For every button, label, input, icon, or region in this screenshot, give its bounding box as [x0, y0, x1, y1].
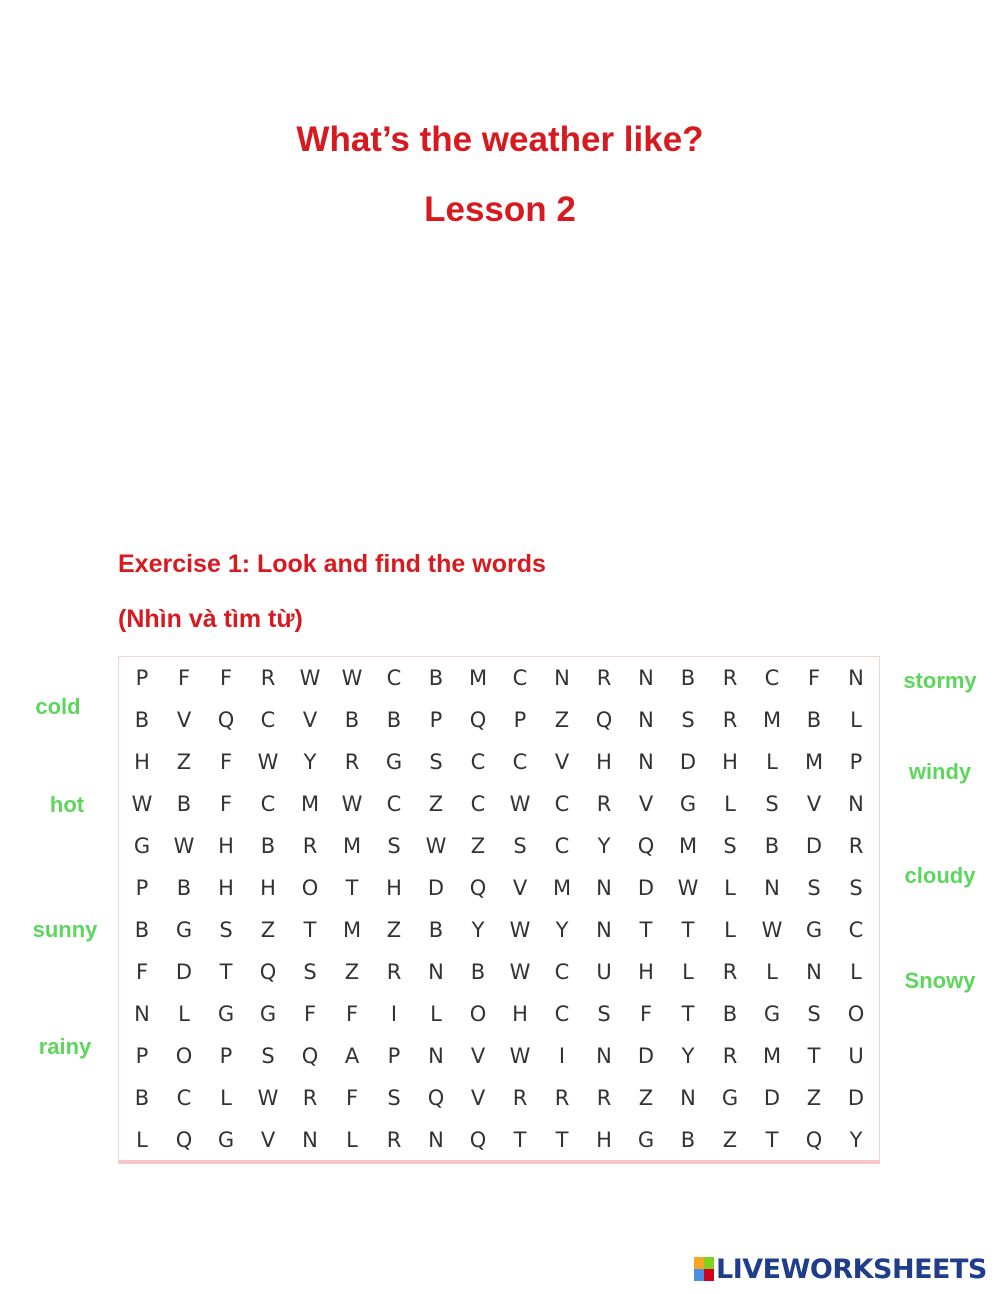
- grid-letter[interactable]: N: [554, 666, 570, 690]
- grid-letter[interactable]: P: [135, 876, 149, 900]
- grid-letter[interactable]: S: [681, 708, 695, 732]
- grid-letter[interactable]: Q: [595, 708, 613, 732]
- grid-letter[interactable]: Z: [428, 792, 444, 816]
- grid-letter[interactable]: F: [303, 1002, 317, 1026]
- logo-mark-square: [694, 1257, 704, 1269]
- grid-letter[interactable]: F: [345, 1086, 359, 1110]
- grid-letter[interactable]: F: [219, 666, 233, 690]
- grid-letter[interactable]: S: [597, 1002, 611, 1026]
- grid-letter[interactable]: O: [847, 1002, 865, 1026]
- grid-letter[interactable]: D: [847, 1086, 865, 1110]
- grid-letter[interactable]: T: [303, 918, 317, 942]
- grid-letter[interactable]: P: [135, 666, 149, 690]
- grid-letter[interactable]: S: [387, 834, 401, 858]
- grid-letter[interactable]: P: [387, 1044, 401, 1068]
- grid-letter[interactable]: T: [219, 960, 233, 984]
- grid-letter[interactable]: N: [596, 918, 612, 942]
- grid-letter[interactable]: F: [345, 1002, 359, 1026]
- grid-row: [119, 783, 875, 825]
- grid-letter[interactable]: R: [344, 750, 360, 774]
- grid-letter[interactable]: I: [558, 1044, 566, 1068]
- grid-letter[interactable]: F: [807, 666, 821, 690]
- grid-letter[interactable]: R: [596, 666, 612, 690]
- grid-letter[interactable]: B: [260, 834, 276, 858]
- grid-letter[interactable]: C: [554, 834, 570, 858]
- grid-letter[interactable]: S: [807, 876, 821, 900]
- grid-letter[interactable]: G: [217, 1002, 235, 1026]
- grid-letter[interactable]: P: [849, 750, 863, 774]
- grid-row: [119, 951, 875, 993]
- grid-letter[interactable]: C: [554, 1002, 570, 1026]
- grid-letter[interactable]: C: [554, 960, 570, 984]
- grid-letter[interactable]: M: [300, 792, 320, 816]
- lesson-title: Lesson 2: [424, 190, 576, 229]
- grid-letter[interactable]: L: [136, 1128, 148, 1152]
- grid-letter[interactable]: T: [639, 918, 653, 942]
- grid-letter[interactable]: T: [681, 1002, 695, 1026]
- grid-letter[interactable]: W: [257, 1086, 279, 1110]
- grid-letter[interactable]: N: [596, 876, 612, 900]
- grid-letter[interactable]: R: [554, 1086, 570, 1110]
- grid-letter[interactable]: W: [341, 792, 363, 816]
- grid-letter[interactable]: W: [131, 792, 153, 816]
- grid-letter[interactable]: G: [133, 834, 151, 858]
- grid-letter[interactable]: L: [724, 876, 736, 900]
- grid-letter[interactable]: L: [682, 960, 694, 984]
- grid-letter[interactable]: H: [596, 750, 612, 774]
- grid-letter[interactable]: L: [724, 792, 736, 816]
- grid-letter[interactable]: R: [512, 1086, 528, 1110]
- grid-letter[interactable]: M: [762, 1044, 782, 1068]
- grid-letter[interactable]: C: [554, 792, 570, 816]
- grid-letter[interactable]: S: [513, 834, 527, 858]
- grid-letter[interactable]: N: [848, 792, 864, 816]
- grid-letter[interactable]: Q: [175, 1128, 193, 1152]
- grid-row: [119, 699, 875, 741]
- grid-letter[interactable]: B: [386, 708, 402, 732]
- grid-letter[interactable]: B: [176, 792, 192, 816]
- grid-letter[interactable]: G: [385, 750, 403, 774]
- word-cold: cold: [35, 694, 81, 719]
- grid-letter[interactable]: S: [387, 1086, 401, 1110]
- grid-letter[interactable]: Q: [301, 1044, 319, 1068]
- grid-letter[interactable]: L: [724, 918, 736, 942]
- grid-letter[interactable]: L: [430, 1002, 442, 1026]
- grid-letter[interactable]: C: [386, 666, 402, 690]
- grid-letter[interactable]: S: [303, 960, 317, 984]
- grid-letter[interactable]: V: [302, 708, 318, 732]
- grid-letter[interactable]: C: [764, 666, 780, 690]
- grid-letter[interactable]: B: [722, 1002, 738, 1026]
- grid-letter[interactable]: V: [470, 1086, 486, 1110]
- grid-letter[interactable]: A: [344, 1044, 360, 1068]
- grid-letter[interactable]: B: [428, 666, 444, 690]
- grid-letter[interactable]: D: [427, 876, 445, 900]
- grid-letter[interactable]: Y: [471, 918, 485, 942]
- grid-letter[interactable]: Z: [806, 1086, 822, 1110]
- logo-mark-square: [704, 1257, 714, 1269]
- grid-letter[interactable]: S: [849, 876, 863, 900]
- grid-letter[interactable]: M: [804, 750, 824, 774]
- grid-letter[interactable]: Y: [849, 1128, 863, 1152]
- grid-letter[interactable]: R: [386, 960, 402, 984]
- grid-letter[interactable]: L: [766, 750, 778, 774]
- grid-letter[interactable]: N: [428, 960, 444, 984]
- grid-letter[interactable]: Z: [554, 708, 570, 732]
- grid-letter[interactable]: G: [805, 918, 823, 942]
- grid-letter[interactable]: I: [390, 1002, 398, 1026]
- grid-letter[interactable]: N: [428, 1128, 444, 1152]
- grid-letter[interactable]: R: [260, 666, 276, 690]
- logo-text: LIVEWORKSHEETS: [716, 1253, 987, 1285]
- grid-letter[interactable]: N: [848, 666, 864, 690]
- grid-letter[interactable]: C: [386, 792, 402, 816]
- grid-letter[interactable]: T: [345, 876, 359, 900]
- grid-letter[interactable]: Q: [217, 708, 235, 732]
- grid-letter[interactable]: N: [680, 1086, 696, 1110]
- grid-letter[interactable]: C: [176, 1086, 192, 1110]
- grid-letter[interactable]: N: [638, 708, 654, 732]
- word-cloudy: cloudy: [904, 863, 976, 888]
- grid-letter[interactable]: H: [134, 750, 150, 774]
- liveworksheets-logo: [694, 1253, 987, 1285]
- grid-letter[interactable]: T: [765, 1128, 779, 1152]
- grid-letter[interactable]: T: [807, 1044, 821, 1068]
- grid-letter[interactable]: B: [134, 918, 150, 942]
- grid-letter[interactable]: Q: [469, 1128, 487, 1152]
- grid-letter[interactable]: H: [218, 834, 234, 858]
- grid-letter[interactable]: G: [637, 1128, 655, 1152]
- grid-row: [119, 909, 875, 951]
- grid-letter[interactable]: Q: [469, 876, 487, 900]
- grid-letter[interactable]: D: [805, 834, 823, 858]
- grid-letter[interactable]: C: [512, 666, 528, 690]
- grid-letter[interactable]: T: [513, 1128, 527, 1152]
- grid-letter[interactable]: F: [639, 1002, 653, 1026]
- grid-letter[interactable]: Y: [597, 834, 611, 858]
- grid-letter[interactable]: Z: [722, 1128, 738, 1152]
- grid-letter[interactable]: Z: [344, 960, 360, 984]
- grid-letter[interactable]: W: [173, 834, 195, 858]
- grid-letter[interactable]: S: [219, 918, 233, 942]
- grid-letter[interactable]: B: [680, 666, 696, 690]
- grid-letter[interactable]: S: [429, 750, 443, 774]
- grid-letter[interactable]: G: [175, 918, 193, 942]
- grid-letter[interactable]: D: [763, 1086, 781, 1110]
- grid-letter[interactable]: S: [765, 792, 779, 816]
- grid-letter[interactable]: C: [512, 750, 528, 774]
- grid-letter[interactable]: P: [429, 708, 443, 732]
- grid-letter[interactable]: H: [722, 750, 738, 774]
- grid-row: [119, 825, 875, 867]
- grid-letter[interactable]: B: [470, 960, 486, 984]
- grid-letter[interactable]: F: [219, 792, 233, 816]
- grid-letter[interactable]: W: [509, 1044, 531, 1068]
- worksheet-title: What’s the weather like?: [296, 120, 704, 159]
- grid-letter[interactable]: F: [177, 666, 191, 690]
- grid-letter[interactable]: C: [470, 750, 486, 774]
- grid-letter[interactable]: H: [512, 1002, 528, 1026]
- grid-letter[interactable]: O: [469, 1002, 487, 1026]
- grid-letter[interactable]: V: [176, 708, 192, 732]
- grid-letter[interactable]: V: [554, 750, 570, 774]
- grid-letter[interactable]: R: [596, 1086, 612, 1110]
- grid-letter[interactable]: V: [638, 792, 654, 816]
- grid-letter[interactable]: B: [134, 1086, 150, 1110]
- grid-letter[interactable]: R: [302, 834, 318, 858]
- word-windy: windy: [908, 759, 972, 784]
- grid-letter[interactable]: G: [217, 1128, 235, 1152]
- grid-letter[interactable]: R: [596, 792, 612, 816]
- grid-letter[interactable]: G: [679, 792, 697, 816]
- grid-letter[interactable]: N: [134, 1002, 150, 1026]
- grid-letter[interactable]: N: [764, 876, 780, 900]
- grid-letter[interactable]: C: [470, 792, 486, 816]
- word-stormy: stormy: [903, 668, 977, 693]
- grid-row: [119, 657, 875, 699]
- grid-letter[interactable]: R: [722, 708, 738, 732]
- grid-letter[interactable]: T: [681, 918, 695, 942]
- grid-letter[interactable]: L: [766, 960, 778, 984]
- grid-letter[interactable]: Q: [469, 708, 487, 732]
- grid-letter[interactable]: V: [806, 792, 822, 816]
- word-search-grid[interactable]: [118, 656, 880, 1164]
- grid-letter[interactable]: D: [679, 750, 697, 774]
- grid-letter[interactable]: S: [261, 1044, 275, 1068]
- grid-letter[interactable]: F: [219, 750, 233, 774]
- grid-letter[interactable]: C: [260, 792, 276, 816]
- word-snowy: Snowy: [904, 968, 976, 993]
- grid-letter[interactable]: Y: [555, 918, 569, 942]
- grid-letter[interactable]: W: [677, 876, 699, 900]
- exercise-heading: Exercise 1: Look and find the words: [118, 550, 546, 578]
- grid-letter[interactable]: Y: [681, 1044, 695, 1068]
- grid-letter[interactable]: N: [302, 1128, 318, 1152]
- grid-letter[interactable]: L: [346, 1128, 358, 1152]
- grid-letter[interactable]: Z: [176, 750, 192, 774]
- grid-letter[interactable]: R: [722, 666, 738, 690]
- grid-letter[interactable]: B: [134, 708, 150, 732]
- grid-letter[interactable]: P: [219, 1044, 233, 1068]
- grid-letter[interactable]: R: [722, 960, 738, 984]
- grid-letter[interactable]: C: [848, 918, 864, 942]
- grid-letter[interactable]: D: [175, 960, 193, 984]
- word-hot: hot: [49, 792, 85, 817]
- grid-letter[interactable]: N: [806, 960, 822, 984]
- grid-letter[interactable]: P: [135, 1044, 149, 1068]
- grid-letter[interactable]: U: [848, 1044, 864, 1068]
- grid-letter[interactable]: N: [638, 666, 654, 690]
- grid-letter[interactable]: L: [178, 1002, 190, 1026]
- grid-letter[interactable]: N: [596, 1044, 612, 1068]
- grid-letter[interactable]: W: [509, 960, 531, 984]
- grid-letter[interactable]: O: [301, 876, 319, 900]
- grid-letter[interactable]: D: [637, 1044, 655, 1068]
- word-rainy: rainy: [38, 1034, 92, 1059]
- grid-letter[interactable]: R: [722, 1044, 738, 1068]
- grid-letter[interactable]: H: [386, 876, 402, 900]
- grid-letter[interactable]: H: [260, 876, 276, 900]
- grid-letter[interactable]: B: [428, 918, 444, 942]
- grid-letter[interactable]: Z: [260, 918, 276, 942]
- grid-letter[interactable]: O: [175, 1044, 193, 1068]
- grid-letter[interactable]: W: [257, 750, 279, 774]
- grid-letter[interactable]: W: [299, 666, 321, 690]
- grid-letter[interactable]: N: [638, 750, 654, 774]
- grid-letter[interactable]: M: [468, 666, 488, 690]
- grid-letter[interactable]: Z: [386, 918, 402, 942]
- grid-letter[interactable]: S: [807, 1002, 821, 1026]
- grid-letter[interactable]: M: [342, 834, 362, 858]
- grid-letter[interactable]: W: [761, 918, 783, 942]
- grid-letter[interactable]: U: [596, 960, 612, 984]
- grid-letter[interactable]: T: [555, 1128, 569, 1152]
- grid-letter[interactable]: Q: [259, 960, 277, 984]
- grid-row: [119, 1119, 875, 1161]
- grid-letter[interactable]: L: [850, 708, 862, 732]
- grid-letter[interactable]: V: [470, 1044, 486, 1068]
- grid-letter[interactable]: W: [509, 792, 531, 816]
- grid-letter[interactable]: G: [259, 1002, 277, 1026]
- grid-letter[interactable]: Q: [805, 1128, 823, 1152]
- grid-letter[interactable]: W: [341, 666, 363, 690]
- grid-letter[interactable]: P: [513, 708, 527, 732]
- grid-letter[interactable]: R: [848, 834, 864, 858]
- grid-letter[interactable]: B: [764, 834, 780, 858]
- grid-letter[interactable]: Z: [638, 1086, 654, 1110]
- liveworksheets-logo-icon: [694, 1257, 714, 1281]
- grid-letter[interactable]: C: [260, 708, 276, 732]
- grid-letter[interactable]: M: [552, 876, 572, 900]
- grid-letter[interactable]: Y: [303, 750, 317, 774]
- grid-letter[interactable]: M: [342, 918, 362, 942]
- grid-letter[interactable]: H: [638, 960, 654, 984]
- grid-letter[interactable]: G: [763, 1002, 781, 1026]
- grid-letter[interactable]: G: [721, 1086, 739, 1110]
- grid-letter[interactable]: B: [806, 708, 822, 732]
- grid-letter[interactable]: Z: [470, 834, 486, 858]
- grid-letter[interactable]: Q: [427, 1086, 445, 1110]
- grid-letter[interactable]: L: [220, 1086, 232, 1110]
- grid-letter[interactable]: V: [260, 1128, 276, 1152]
- grid-letter[interactable]: H: [596, 1128, 612, 1152]
- grid-letter[interactable]: N: [428, 1044, 444, 1068]
- grid-row: [119, 741, 875, 783]
- grid-letter[interactable]: Q: [637, 834, 655, 858]
- grid-letter[interactable]: W: [425, 834, 447, 858]
- grid-letter[interactable]: F: [135, 960, 149, 984]
- grid-letter[interactable]: B: [344, 708, 360, 732]
- grid-letter[interactable]: W: [509, 918, 531, 942]
- grid-letter[interactable]: B: [176, 876, 192, 900]
- grid-letter[interactable]: D: [637, 876, 655, 900]
- grid-letter[interactable]: R: [386, 1128, 402, 1152]
- grid-letter[interactable]: M: [678, 834, 698, 858]
- word-sunny: sunny: [32, 917, 98, 942]
- grid-letter[interactable]: V: [512, 876, 528, 900]
- grid-row: [119, 867, 875, 909]
- grid-letter[interactable]: R: [302, 1086, 318, 1110]
- grid-row: [119, 1077, 875, 1119]
- logo-mark-square: [694, 1269, 704, 1281]
- grid-letter[interactable]: S: [723, 834, 737, 858]
- grid-row: [119, 1035, 875, 1077]
- grid-letter[interactable]: M: [762, 708, 782, 732]
- grid-letter[interactable]: L: [850, 960, 862, 984]
- grid-letter[interactable]: H: [218, 876, 234, 900]
- exercise-translation: (Nhìn và tìm từ): [118, 605, 303, 633]
- logo-mark-square: [704, 1269, 714, 1281]
- grid-letter[interactable]: B: [680, 1128, 696, 1152]
- grid-row: [119, 993, 875, 1035]
